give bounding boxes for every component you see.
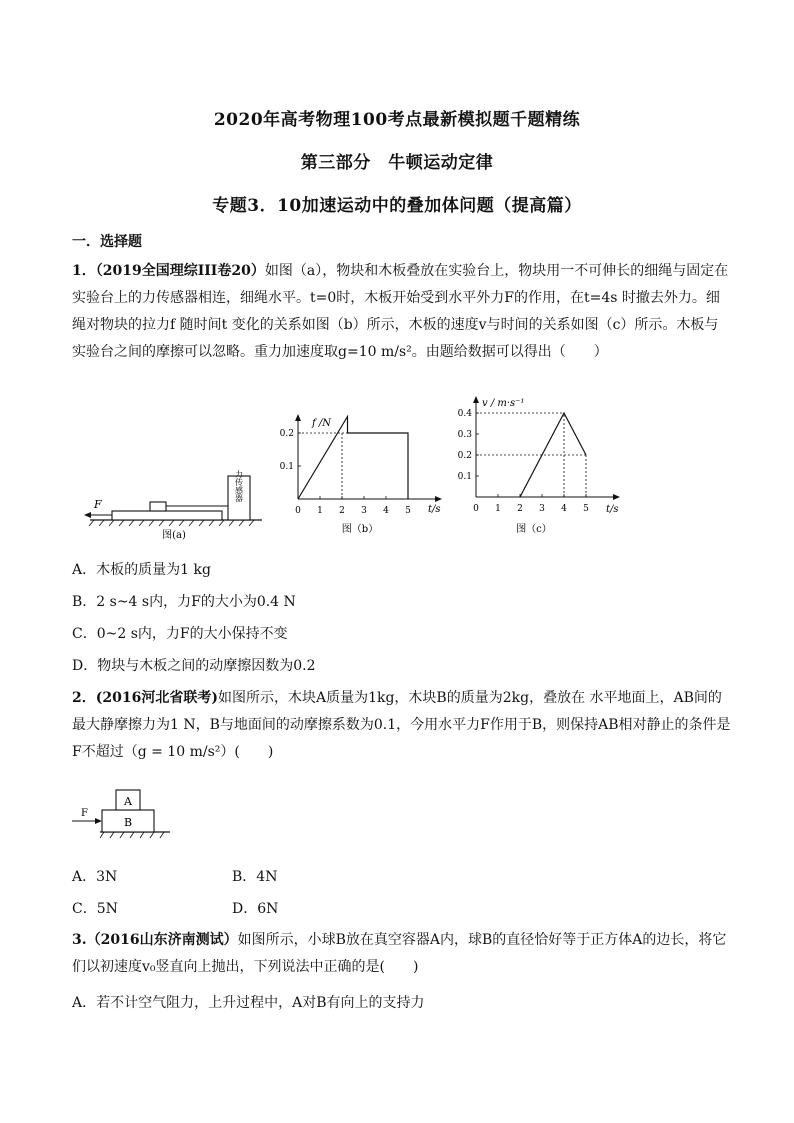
paper-title: 2020年高考物理100考点最新模拟题千题精练 bbox=[213, 110, 581, 130]
question-number: 3. bbox=[72, 932, 87, 948]
x-tick-label: 0 bbox=[295, 506, 301, 516]
y-axis-label: v / m·s⁻¹ bbox=[482, 398, 525, 409]
question-3 bbox=[72, 927, 732, 981]
question-text: 如图（a），物块和木板叠放在实验台上，物块用一不可伸长的细绳与固定在实验台上的力传感器相连，细绳水平。t=0时，木板开始受到水平外力F的作用，在t=4s 时撤去外力。细绳对物块的拉力f 随时间t 变化的关系如图（b）所示，木板的速度v与时间的关系如图（c）所示。木板与实验台之间的摩擦可以忽略。重力加速度取g=10 m/s²。由题给数据可以得出（ ） bbox=[72, 263, 729, 360]
figure-c bbox=[448, 392, 626, 540]
x-axis-label: t/s bbox=[606, 504, 619, 515]
q2-option-c[interactable]: C．5N bbox=[72, 901, 118, 917]
question-2 bbox=[72, 685, 732, 766]
x-axis-label: t/s bbox=[428, 504, 441, 515]
q1-option-c[interactable]: C．0~2 s内，力F的大小保持不变 bbox=[72, 626, 288, 642]
question-text: 如图所示，小球B放在真空容器A内，球B的直径恰好等于正方体A的边长，将它们以初速度v₀竖直向上抛出，下列说法中正确的是( ) bbox=[72, 932, 727, 975]
question-1 bbox=[72, 258, 732, 366]
figure-b bbox=[278, 412, 450, 544]
x-tick-label: 3 bbox=[361, 506, 367, 516]
question-number: 2． bbox=[72, 690, 96, 706]
x-tick-label: 0 bbox=[473, 504, 479, 514]
caption: 图(a) bbox=[162, 530, 186, 541]
topic-title: 专题3．10加速运动中的叠加体问题（提高篇） bbox=[212, 196, 582, 216]
force-label: F bbox=[81, 808, 88, 819]
board bbox=[112, 511, 222, 520]
caption: 图（c） bbox=[516, 524, 552, 535]
x-tick-label: 5 bbox=[583, 504, 589, 514]
figure-q2 bbox=[72, 782, 172, 840]
section-heading: 一．选择题 bbox=[72, 234, 142, 250]
block bbox=[150, 502, 166, 511]
y-tick-label: 0.3 bbox=[457, 430, 472, 440]
question-source: （2016山东济南测试） bbox=[86, 932, 238, 948]
y-tick-label: 0.2 bbox=[279, 429, 294, 439]
q1-option-b[interactable]: B．2 s~4 s内，力F的大小为0.4 N bbox=[72, 594, 296, 610]
q3-option-a[interactable]: A．若不计空气阻力，上升过程中，A对B有向上的支持力 bbox=[72, 995, 425, 1011]
x-tick-label: 4 bbox=[561, 504, 567, 514]
y-tick-label: 0.4 bbox=[457, 409, 472, 419]
y-tick-label: 0.1 bbox=[279, 462, 294, 472]
caption: 图（b） bbox=[341, 524, 379, 535]
block-a-label: A bbox=[124, 795, 132, 808]
question-source: （2019全国理综III卷20） bbox=[95, 263, 265, 279]
question-number: 1． bbox=[72, 263, 96, 279]
x-tick-label: 2 bbox=[339, 506, 345, 516]
question-source: (2016河北省联考) bbox=[95, 690, 218, 706]
q2-option-a[interactable]: A．3N bbox=[72, 869, 118, 885]
q1-option-d[interactable]: D．物块与木板之间的动摩擦因数为0.2 bbox=[72, 658, 316, 674]
sensor-label: 力传感器 bbox=[234, 470, 244, 502]
y-axis-label: f /N bbox=[312, 418, 331, 429]
force-label: F bbox=[94, 498, 102, 511]
y-tick-label: 0.2 bbox=[457, 451, 472, 461]
x-tick-label: 1 bbox=[317, 506, 323, 516]
q1-option-a[interactable]: A．木板的质量为1 kg bbox=[72, 562, 211, 578]
figure-a bbox=[82, 470, 267, 542]
x-tick-label: 3 bbox=[539, 504, 545, 514]
part-title: 第三部分 牛顿运动定律 bbox=[300, 153, 494, 173]
x-tick-label: 5 bbox=[405, 506, 411, 516]
q2-option-b[interactable]: B．4N bbox=[232, 869, 278, 885]
y-tick-label: 0.1 bbox=[457, 472, 472, 482]
block-b-label: B bbox=[123, 816, 133, 829]
x-tick-label: 4 bbox=[383, 506, 389, 516]
question-text: 如图所示，木块A质量为1kg，木块B的质量为2kg，叠放在 水平地面上，AB间的最大静摩擦力为1 N，B与地面间的动摩擦系数为0.1，今用水平力F作用于B，则保持AB相对静止的条件是F不超过（g = 10 m/s²）( ) bbox=[72, 690, 731, 760]
x-tick-label: 2 bbox=[517, 504, 523, 514]
x-tick-label: 1 bbox=[495, 504, 501, 514]
q2-option-d[interactable]: D．6N bbox=[232, 901, 279, 917]
